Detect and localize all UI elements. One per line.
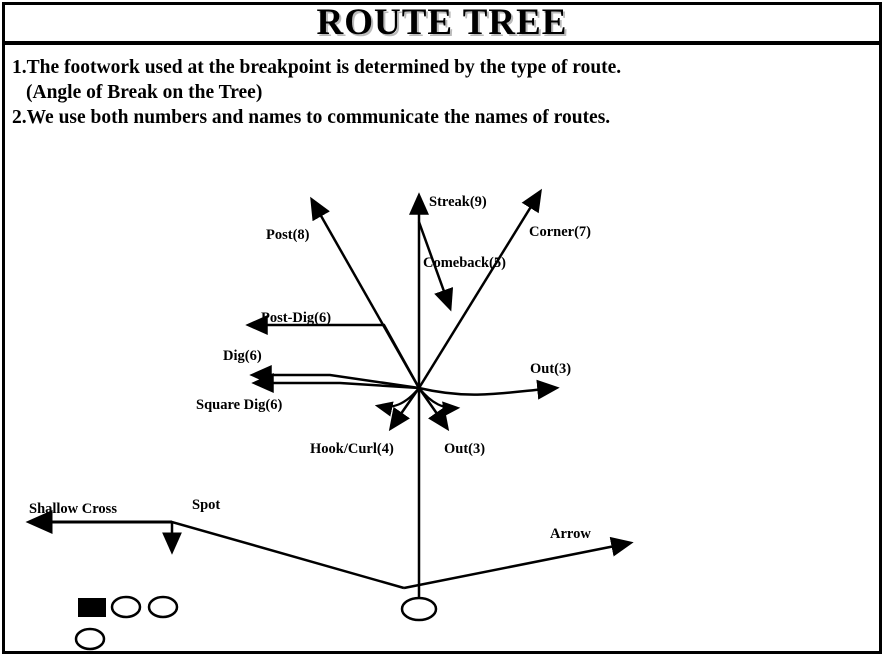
route-label-spot: Spot <box>192 497 221 513</box>
route-label-corner: Corner(7) <box>529 224 592 240</box>
route-line-arrow <box>404 543 630 588</box>
route-label-square-dig: Square Dig(6) <box>196 397 283 413</box>
receiver-oval <box>76 629 104 649</box>
route-label-hook-curl: Hook/Curl(4) <box>310 441 394 457</box>
route-label-dig: Dig(6) <box>223 348 262 364</box>
route-label-shallow-cross: Shallow Cross <box>29 501 117 517</box>
route-label-arrow: Arrow <box>550 526 591 542</box>
page-title: ROUTE TREE <box>316 1 568 43</box>
route-label-out-short: Out(3) <box>444 441 486 457</box>
note-item-3: 2.We use both numbers and names to communicate the names of routes. <box>12 107 611 128</box>
note-item-1: 1.The footwork used at the breakpoint is determined by the type of route. <box>12 57 622 78</box>
quarterback-oval <box>402 598 436 620</box>
route-label-streak: Streak(9) <box>429 194 487 210</box>
route-line-corner <box>419 192 540 388</box>
route-line-out-right <box>419 388 556 395</box>
route-line-post-dig <box>249 325 419 388</box>
route-line-spot <box>172 522 404 588</box>
receiver-oval <box>112 597 140 617</box>
receiver-oval <box>149 597 177 617</box>
route-label-out-right: Out(3) <box>530 361 572 377</box>
route-label-post-dig: Post-Dig(6) <box>261 310 332 326</box>
route-label-post: Post(8) <box>266 227 310 243</box>
route-label-comeback: Comeback(5) <box>423 255 506 271</box>
lineman-square <box>78 598 106 617</box>
note-item-2: (Angle of Break on the Tree) <box>26 82 263 103</box>
